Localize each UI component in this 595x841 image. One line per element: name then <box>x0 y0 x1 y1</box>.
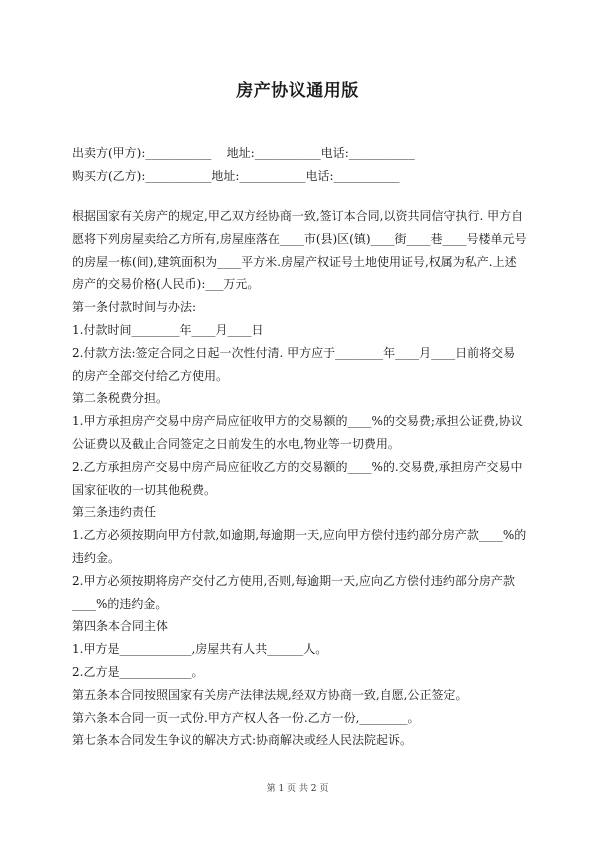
clause-2-item-1: 1.甲方承担房产交易中房产局应征收甲方的交易额的____%的交易费;承担公证费,协议公证费以及截止合同签定之日前发生的水电,物业等一切费用。 <box>72 414 523 451</box>
page-number: 第 1 页 共 2 页 <box>266 784 329 794</box>
clause-3-item-2: 2.甲方必须按期将房产交付乙方使用,否则,每逾期一天,应向乙方偿付违约部分房产款____%的违约金。 <box>72 573 515 611</box>
contract-body <box>72 205 527 752</box>
clause-3-heading: 第三条违约责任 <box>72 505 157 520</box>
clause-6: 第六条本合同一页一式份.甲方产权人各一份.乙方一份,________。 <box>72 710 420 725</box>
clause-4-item-2: 2.乙方是____________。 <box>72 664 204 679</box>
seller-line: 出卖方(甲方):___________ 地址:___________电话:___________ <box>72 146 415 160</box>
clause-5: 第五条本合同按照国家有关房产法律法规,经双方协商一致,自愿,公正签定。 <box>72 687 468 702</box>
clause-7: 第七条本合同发生争议的解决方式:协商解决或经人民法院起诉。 <box>72 733 413 748</box>
clause-4-heading: 第四条本合同主体 <box>72 619 169 634</box>
clause-1-heading: 第一条付款时间与办法: <box>72 300 197 315</box>
clause-4-item-1: 1.甲方是____________,房屋共有人共______人。 <box>72 642 328 657</box>
clause-1-item-1: 1.付款时间________年____月____日 <box>72 322 264 337</box>
clause-2-item-2: 2.乙方承担房产交易中房产局应征收乙方的交易额的____%的.交易费,承担房产交易中国家征收的一切其他税费。 <box>72 459 523 497</box>
clause-2-heading: 第二条税费分担。 <box>72 391 169 406</box>
buyer-line: 购买方(乙方):___________地址:___________电话:___________ <box>72 169 400 183</box>
clause-3-item-1: 1.乙方必须按期向甲方付款,如逾期,每逾期一天,应向甲方偿付违约部分房产款____%的违约金。 <box>72 528 527 565</box>
document-title: 房产协议通用版 <box>236 81 359 101</box>
intro-paragraph: 根据国家有关房产的规定,甲乙双方经协商一致,签订本合同,以资共同信守执行. 甲方自愿将下列房屋卖给乙方所有,房屋座落在____市(县)区(镇)____街____巷____号楼单元号的房屋一栋(间),建筑面积为____平方米.房屋产权证号土地使用证号,权属为私产.上述房产的交易价格(人民币):___万元。 <box>72 209 527 292</box>
clause-1-item-2: 2.付款方法:签定合同之日起一次性付清. 甲方应于________年____月____日前将交易的房产全部交付给乙方使用。 <box>72 345 516 383</box>
